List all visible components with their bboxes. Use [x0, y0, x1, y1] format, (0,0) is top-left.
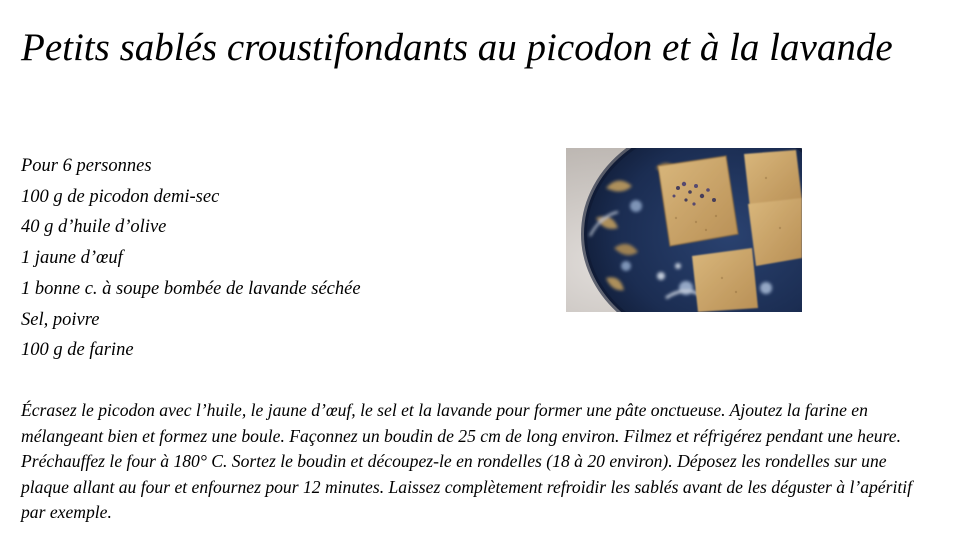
ingredient-item: Sel, poivre	[21, 309, 100, 330]
ingredient-item: Pour 6 personnes	[21, 156, 152, 176]
ingredient-item: 40 g d’huile d’olive	[21, 217, 167, 238]
ingredient-item: 100 g de farine	[21, 340, 134, 361]
ingredient-list	[21, 151, 361, 366]
recipe-instructions: Écrasez le picodon avec l’huile, le jaune d’œuf, le sel et la lavande pour former une pâte onctueuse. Ajoutez la farine en mélangeant bien et formez une boule. Façonnez un boudin de 25 cm de long environ. Filmez et réfrigérez pendant une heure. Préchauffez le four à 180° C. Sortez le boudin et découpez-le en rondelles (18 à 20 environ). Déposez les rondelles sur une plaque allant au four et enfournez pour 12 minutes. Laissez complètement refroidir les sablés avant de les déguster à l’apéritif par exemple.	[21, 400, 913, 522]
ingredient-item: 1 bonne c. à soupe bombée de lavande séchée	[21, 278, 361, 299]
sables-on-plate-image	[566, 148, 802, 312]
ingredient-item: 100 g de picodon demi-sec	[21, 186, 220, 207]
recipe-photo	[566, 148, 802, 312]
ingredient-item: 1 jaune d’œuf	[21, 248, 123, 269]
recipe-title: Petits sablés croustifondants au picodon et à la lavande	[21, 26, 893, 69]
